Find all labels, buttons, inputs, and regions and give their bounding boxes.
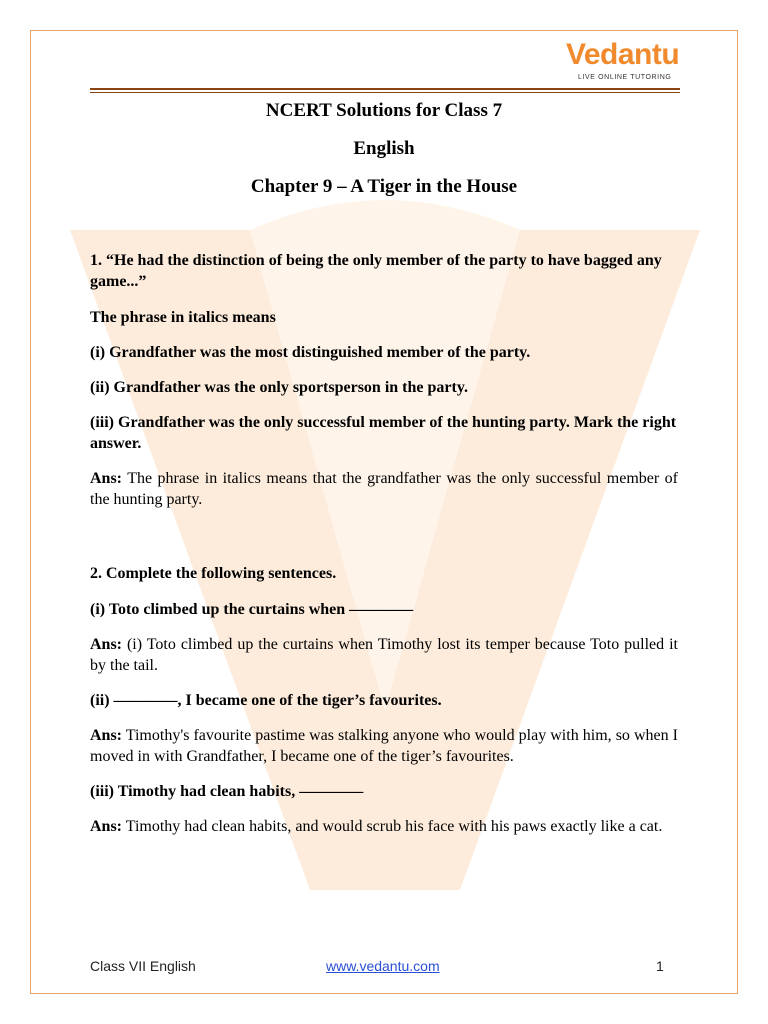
q1-option-2: (ii) Grandfather was the only sportsperson in the party. [90, 379, 468, 396]
q2-part-2: (ii) ————, I became one of the tiger’s favourites. [90, 692, 442, 709]
q1-option-3: (iii) Grandfather was the only successful member of the hunting party. Mark the right answer. [90, 414, 677, 452]
q2-answer-2 [90, 725, 678, 767]
answer-text: The phrase in italics means that the grandfather was the only successful member of the hunting party. [90, 470, 678, 508]
footer-website-link[interactable]: www.vedantu.com [326, 958, 440, 974]
document-body [90, 98, 678, 837]
footer-class-label: Class VII English [90, 958, 196, 974]
answer-label: Ans: [90, 470, 123, 487]
answer-label: Ans: [90, 818, 123, 835]
answer-text: (i) Toto climbed up the curtains when Timothy lost its temper because Toto pulled it by the tail. [90, 636, 678, 674]
q2-part-3: (iii) Timothy had clean habits, ———— [90, 783, 364, 800]
doc-title: NCERT Solutions for Class 7 [265, 100, 503, 121]
doc-chapter: Chapter 9 – A Tiger in the House [250, 176, 518, 197]
q2-answer-3 [90, 816, 678, 837]
logo-wordmark: Vedantu [566, 38, 680, 71]
q1-answer [90, 468, 678, 510]
answer-text: Timothy had clean habits, and would scrub his face with his paws exactly like a cat. [122, 818, 663, 835]
q2-answer-1 [90, 634, 678, 676]
answer-label: Ans: [90, 636, 123, 653]
doc-subject: English [353, 138, 415, 159]
header-rule [90, 88, 680, 90]
answer-label: Ans: [90, 727, 123, 744]
q1-prompt: The phrase in italics means [90, 309, 276, 326]
q1-option-1: (i) Grandfather was the most distinguished member of the party. [90, 344, 531, 361]
q2-part-1: (i) Toto climbed up the curtains when ———— [90, 601, 414, 618]
logo-tagline: LIVE ONLINE TUTORING [578, 74, 672, 81]
page-number: 1 [656, 958, 664, 974]
header-rule-thin [90, 92, 680, 93]
answer-text: Timothy's favourite pastime was stalking anyone who would play with him, so when I moved in with Grandfather, I became one of the tiger’s favourites. [90, 727, 678, 765]
vedantu-logo [566, 38, 686, 84]
q2-question: 2. Complete the following sentences. [90, 565, 337, 582]
q1-question: 1. “He had the distinction of being the only member of the party to have bagged any game...” [90, 252, 662, 290]
